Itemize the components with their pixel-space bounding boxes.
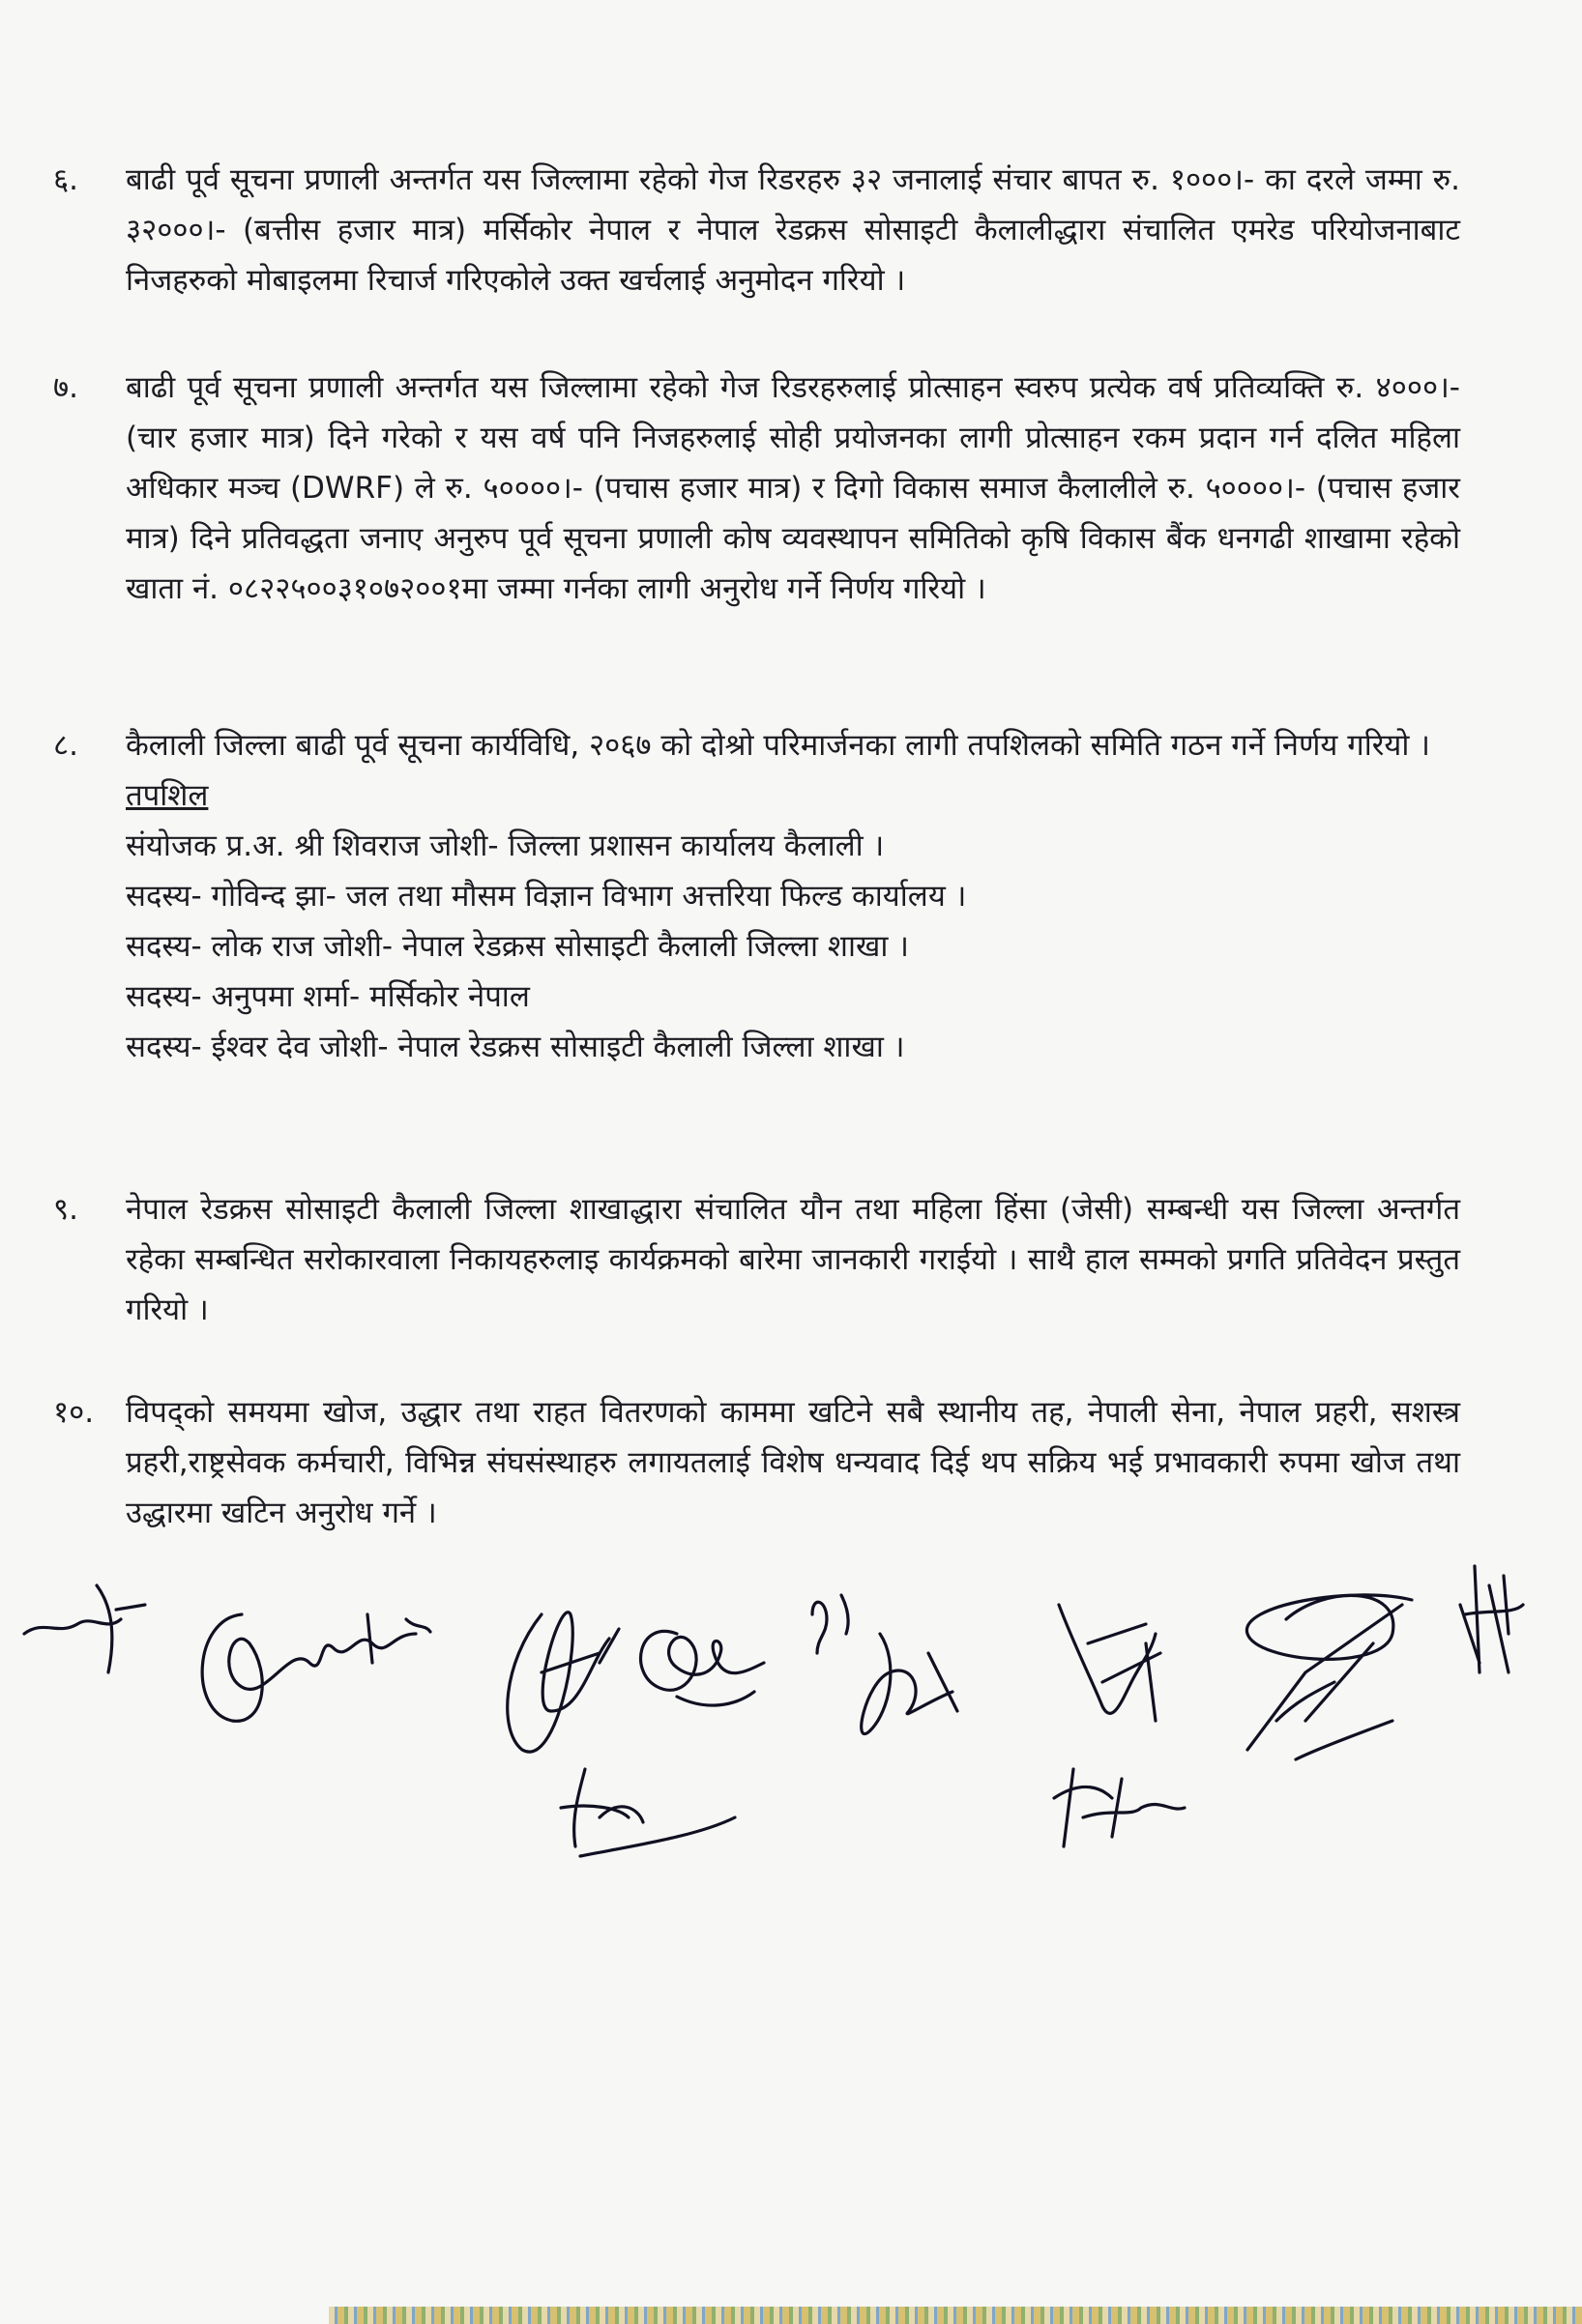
committee-member: संयोजक प्र.अ. श्री शिवराज जोशी- जिल्ला प्रशासन कार्यालय कैलाली । <box>126 828 885 863</box>
committee-member: सदस्य- लोक राज जोशी- नेपाल रेडक्रस सोसाइटी कैलाली जिल्ला शाखा । <box>126 929 910 964</box>
item-text: बाढी पूर्व सूचना प्रणाली अन्तर्गत यस जिल्लामा रहेको गेज रिडरहरु ३२ जनालाई संचार बापत रु. १०००।- का दरले जम्मा रु. ३२०००।- (बत्तीस हजार मात्र) मर्सिकोर नेपाल र नेपाल रेडक्रस सोसाइटी कैलालीद्धारा संचालित एमरेड परियोजनाबाट निजहरुको मोबाइलमा रिचार्ज गरिएकोले उक्त खर्चलाई अनुमोदन गरियो । <box>126 162 1460 298</box>
signature-9 <box>1246 1595 1412 1759</box>
signature-6 <box>812 1595 957 1734</box>
committee-member: सदस्य- ईश्वर देव जोशी- नेपाल रेडक्रस सोसाइटी कैलाली जिल्ला शाखा । <box>126 1030 905 1064</box>
item-number: ९. <box>53 1192 78 1227</box>
signature-4 <box>641 1631 764 1705</box>
item-text: विपद्को समयमा खोज, उद्धार तथा राहत वितरणको काममा खटिने सबै स्थानीय तह, नेपाली सेना, नेपाल प्रहरी, सशस्त्र प्रहरी,राष्ट्रसेवक कर्मचारी, विभिन्न संघसंस्थाहरु लगायतलाई विशेष धन्यवाद दिई थप सक्रिय भई प्रभावकारी रुपमा खोज तथा उद्धारमा खटिन अनुरोध गर्ने । <box>126 1395 1460 1530</box>
list-heading: तपशिल <box>126 778 209 813</box>
item-number: १०. <box>53 1395 95 1430</box>
item-number: ६. <box>53 162 78 197</box>
signature-5 <box>561 1769 735 1856</box>
bottom-edge-strip <box>329 2307 1582 2324</box>
decision-item-6 <box>39 155 1460 305</box>
decision-item-9 <box>39 1184 1460 1335</box>
decision-item-7 <box>39 363 1460 614</box>
committee-list <box>126 770 1460 1072</box>
item-number: ८. <box>53 728 78 763</box>
decision-item-10 <box>39 1387 1460 1538</box>
signature-10 <box>1460 1566 1523 1672</box>
signature-2 <box>202 1614 430 1721</box>
committee-member: सदस्य- अनुपमा शर्मा- मर्सिकोर नेपाल <box>126 979 530 1014</box>
signature-1 <box>24 1585 145 1672</box>
item-number: ७. <box>53 370 78 405</box>
item-text: बाढी पूर्व सूचना प्रणाली अन्तर्गत यस जिल्लामा रहेको गेज रिडरहरुलाई प्रोत्साहन स्वरुप प्रत्येक वर्ष प्रतिव्यक्ति रु. ४०००।- (चार हजार मात्र) दिने गरेको र यस वर्ष पनि निजहरुलाई सोही प्रयोजनका लागी प्रोत्साहन रकम प्रदान गर्न दलित महिला अधिकार मञ्च (DWRF) ले रु. ५००००।- (पचास हजार मात्र) र दिगो विकास समाज कैलालीले रु. ५००००।- (पचास हजार मात्र) दिने प्रतिवद्धता जनाए अनुरुप पूर्व सूचना प्रणाली कोष व्यवस्थापन समितिको कृषि विकास बैंक धनगढी शाखामा रहेको खाता नं. ०८२२५००३१०७२००१मा जम्मा गर्नका लागी अनुरोध गर्ने निर्णय गरियो । <box>126 370 1460 606</box>
signature-7 <box>1059 1605 1160 1721</box>
decision-item-8 <box>39 720 1460 1072</box>
signature-8 <box>1054 1769 1185 1846</box>
item-text: नेपाल रेडक्रस सोसाइटी कैलाली जिल्ला शाखाद्धारा संचालित यौन तथा महिला हिंसा (जेसी) सम्बन्धी यस जिल्ला अन्तर्गत रहेका सम्बन्धित सरोकारवाला निकायहरुलाइ कार्यक्रमको बारेमा जानकारी गराईयो । साथै हाल सम्मको प्रगति प्रतिवेदन प्रस्तुत गरियो । <box>126 1192 1460 1327</box>
committee-member: सदस्य- गोविन्द झा- जल तथा मौसम विज्ञान विभाग अत्तरिया फिल्ड कार्यालय । <box>126 879 967 914</box>
signature-3 <box>508 1612 619 1752</box>
signatures-area <box>0 1527 1582 1914</box>
item-text: कैलाली जिल्ला बाढी पूर्व सूचना कार्यविधि, २०६७ को दोश्रो परिमार्जनका लागी तपशिलको समिति गठन गर्ने निर्णय गरियो । <box>126 728 1431 763</box>
